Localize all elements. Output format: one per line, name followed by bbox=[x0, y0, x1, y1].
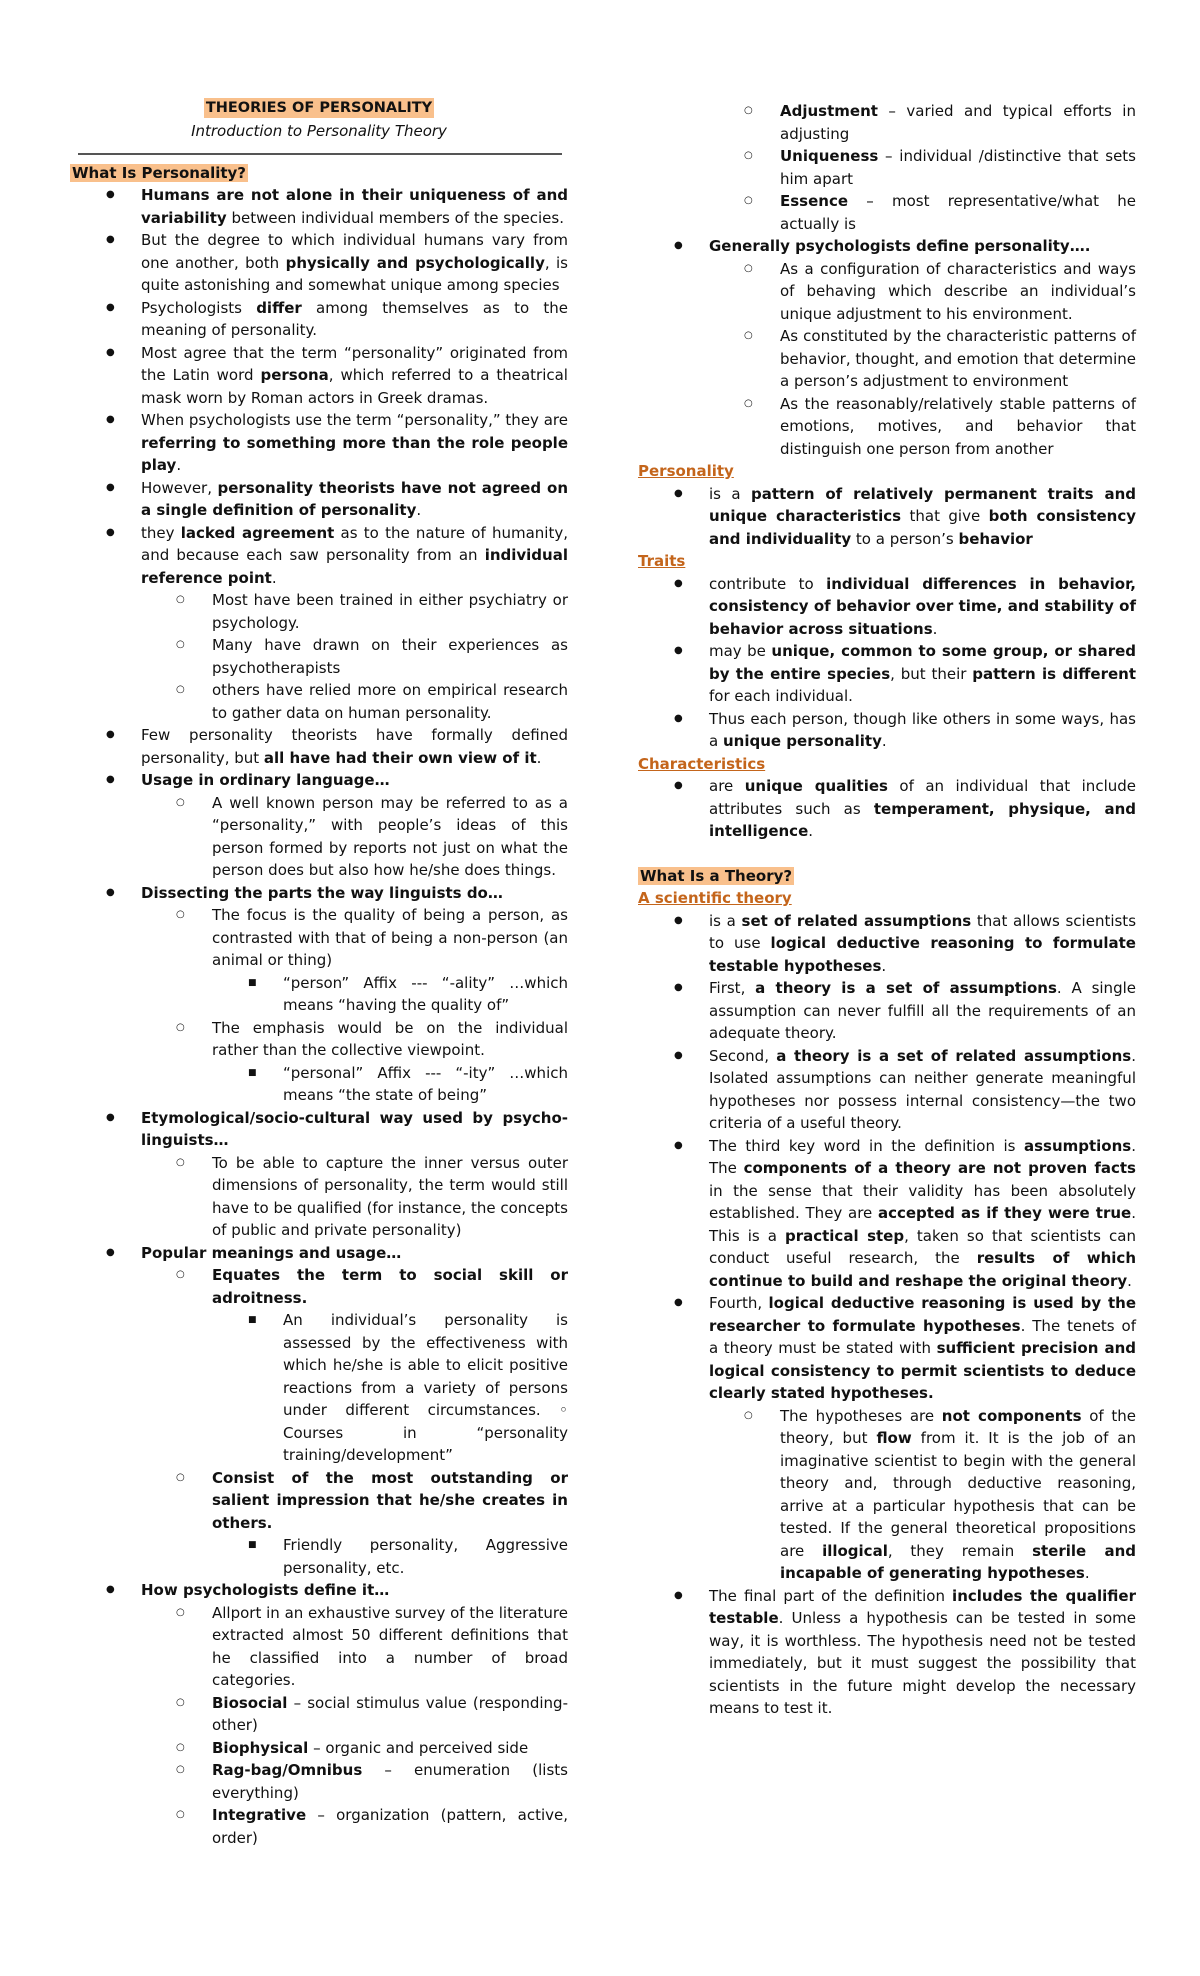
bullet-item: ● contribute to individual differences in behavior, consistency of behavior over time, and stability of behavior across situations. bbox=[638, 573, 1136, 641]
sub-bullet-item: ○ The hypotheses are not components of the theory, but flow from it. It is the job of an imaginative scientist to begin with the general theory and, through deductive reasoning, arrive at a particular hypothesis that can be tested. If the general theoretical propositions are illogical, they remain sterile and incapable of generating hypotheses. bbox=[638, 1405, 1136, 1585]
sub-bullet-item: ○ Consist of the most outstanding or salient impression that he/she creates in others. bbox=[70, 1467, 568, 1535]
bullet-item: ● Psychologists differ among themselves as to the meaning of personality. bbox=[70, 297, 568, 342]
sub-bullet-item: ○ Adjustment – varied and typical efforts in adjusting bbox=[638, 100, 1136, 145]
characteristics-list bbox=[638, 775, 1136, 843]
heading-highlight: What Is a Theory? bbox=[640, 866, 793, 885]
traits-list bbox=[638, 573, 1136, 753]
sub-bullet-item: ○ Most have been trained in either psychiatry or psychology. bbox=[70, 589, 568, 634]
sub-bullet-item: ○ Essence – most representative/what he actually is bbox=[638, 190, 1136, 235]
bullet-item: ● Most agree that the term “personality” originated from the Latin word persona, which referred to a theatrical mask worn by Roman actors in Greek dramas. bbox=[70, 342, 568, 410]
bullet-item: ● Thus each person, though like others in some ways, has a unique personality. bbox=[638, 708, 1136, 753]
sub-bullet-item: ○ As the reasonably/relatively stable patterns of emotions, motives, and behavior that distinguish one person from another bbox=[638, 393, 1136, 461]
sub-bullet-item: ○ Allport in an exhaustive survey of the literature extracted almost 50 different definitions that he classified into a number of broad categories. bbox=[70, 1602, 568, 1692]
sub-bullet-item: ○ A well known person may be referred to as a “personality,” with people’s ideas of this person formed by reports not just on what the person does but also how he/she does things. bbox=[70, 792, 568, 882]
bullet-item: ● Usage in ordinary language… bbox=[70, 769, 568, 792]
sub-bullet-item: ○ As a configuration of characteristics and ways of behaving which describe an individual’s unique adjustment to his environment. bbox=[638, 258, 1136, 326]
sub-bullet-item: ○ Biophysical – organic and perceived side bbox=[70, 1737, 568, 1760]
bullet-item: ● is a pattern of relatively permanent traits and unique characteristics that give both consistency and individuality to a person’s behavior bbox=[638, 483, 1136, 551]
document-subtitle: Introduction to Personality Theory bbox=[191, 122, 447, 140]
bullet-item: ● they lacked agreement as to the nature of humanity, and because each saw personality from an individual reference point. bbox=[70, 522, 568, 590]
bullet-item: ● Etymological/socio-cultural way used by psycho-linguists… bbox=[70, 1107, 568, 1152]
sub-sub-bullet-item: ■ Friendly personality, Aggressive personality, etc. bbox=[70, 1534, 568, 1579]
sub-bullet-item: ○ As constituted by the characteristic patterns of behavior, thought, and emotion that determine a person’s adjustment to environment bbox=[638, 325, 1136, 393]
sub-bullet-item: ○ Rag-bag/Omnibus – enumeration (lists everything) bbox=[70, 1759, 568, 1804]
subheading-characteristics: Characteristics bbox=[638, 754, 766, 773]
spacer bbox=[638, 843, 1136, 865]
section-heading-theory bbox=[638, 865, 1136, 888]
subheading-scientific-theory: A scientific theory bbox=[638, 889, 792, 907]
bullet-item: ● Few personality theorists have formally defined personality, but all have had their own view of it. bbox=[70, 724, 568, 769]
personality-list bbox=[638, 483, 1136, 551]
right-column bbox=[638, 100, 1136, 1720]
sub-bullet-item: ○ Equates the term to social skill or adroitness. bbox=[70, 1264, 568, 1309]
bullet-item: ● The final part of the definition includes the qualifier testable. Unless a hypothesis can be tested in some way, it is worthless. The hypothesis need not be tested immediately, but it must suggest the possibility that scientists in the future might develop the necessary means to test it. bbox=[638, 1585, 1136, 1720]
bullet-item: ● Generally psychologists define personality…. bbox=[638, 235, 1136, 258]
sub-bullet-item: ○ Biosocial – social stimulus value (responding-other) bbox=[70, 1692, 568, 1737]
title-block bbox=[70, 97, 568, 142]
sub-bullet-item: ○ To be able to capture the inner versus outer dimensions of personality, the term would still have to be qualified (for instance, the concepts of public and private personality) bbox=[70, 1152, 568, 1242]
bullet-item: ● But the degree to which individual humans vary from one another, both physically and psychologically, is quite astonishing and somewhat unique among species bbox=[70, 229, 568, 297]
subheading-personality: Personality bbox=[638, 462, 734, 480]
document-title: THEORIES OF PERSONALITY bbox=[205, 100, 433, 116]
subheading-traits: Traits bbox=[638, 552, 686, 570]
sub-bullet-item: ○ The emphasis would be on the individual rather than the collective viewpoint. bbox=[70, 1017, 568, 1062]
bullet-item: ● However, personality theorists have not agreed on a single definition of personality. bbox=[70, 477, 568, 522]
bullet-item: ● Popular meanings and usage… bbox=[70, 1242, 568, 1265]
sub-bullet-item: ○ others have relied more on empirical research to gather data on human personality. bbox=[70, 679, 568, 724]
bullet-item: ● The third key word in the definition is assumptions. The components of a theory are not proven facts in the sense that their validity has been absolutely established. They are accepted as if they were true. This is a practical step, taken so that scientists can conduct useful research, the results of which continue to build and reshape the original theory. bbox=[638, 1135, 1136, 1293]
bullet-item: ● Fourth, logical deductive reasoning is used by the researcher to formulate hypotheses. The tenets of a theory must be stated with sufficient precision and logical consistency to permit scientists to deduce clearly stated hypotheses. bbox=[638, 1292, 1136, 1405]
definition-category-list bbox=[638, 100, 1136, 460]
bullet-item: ● When psychologists use the term “personality,” they are referring to something more than the role people play. bbox=[70, 409, 568, 477]
sub-bullet-item: ○ Uniqueness – individual /distinctive that sets him apart bbox=[638, 145, 1136, 190]
section-heading-personality bbox=[70, 162, 568, 185]
sub-bullet-item: ○ The focus is the quality of being a person, as contrasted with that of being a non-person (an animal or thing) bbox=[70, 904, 568, 972]
bullet-item: ● is a set of related assumptions that allows scientists to use logical deductive reasoning to formulate testable hypotheses. bbox=[638, 910, 1136, 978]
bullet-item: ● are unique qualities of an individual that include attributes such as temperament, physique, and intelligence. bbox=[638, 775, 1136, 843]
bullet-item: ● First, a theory is a set of assumptions. A single assumption can never fulfill all the requirements of an adequate theory. bbox=[638, 977, 1136, 1045]
left-bullet-list bbox=[70, 184, 568, 1849]
sub-sub-bullet-item: ■ “person” Affix --- “-ality” …which means “having the quality of” bbox=[70, 972, 568, 1017]
bullet-item: ● Second, a theory is a set of related assumptions. Isolated assumptions can neither generate meaningful hypotheses nor possess internal consistency—the two criteria of a useful theory. bbox=[638, 1045, 1136, 1135]
bullet-item: ● Humans are not alone in their uniqueness of and variability between individual members of the species. bbox=[70, 184, 568, 229]
heading-highlight: What Is Personality? bbox=[72, 163, 247, 182]
theory-list bbox=[638, 910, 1136, 1720]
bullet-item: ● How psychologists define it… bbox=[70, 1579, 568, 1602]
sub-sub-bullet-item: ■ An individual’s personality is assessed by the effectiveness with which he/she is able to elicit positive reactions from a variety of persons under different circumstances. ◦ Courses in “personality training/development” bbox=[70, 1309, 568, 1467]
sub-bullet-item: ○ Many have drawn on their experiences as psychotherapists bbox=[70, 634, 568, 679]
sub-bullet-item: ○ Integrative – organization (pattern, active, order) bbox=[70, 1804, 568, 1849]
bullet-item: ● may be unique, common to some group, or shared by the entire species, but their pattern is different for each individual. bbox=[638, 640, 1136, 708]
bullet-item: ● Dissecting the parts the way linguists do… bbox=[70, 882, 568, 905]
sub-sub-bullet-item: ■ “personal” Affix --- “-ity” …which means “the state of being” bbox=[70, 1062, 568, 1107]
title-divider bbox=[78, 153, 562, 155]
left-column bbox=[70, 0, 568, 1849]
